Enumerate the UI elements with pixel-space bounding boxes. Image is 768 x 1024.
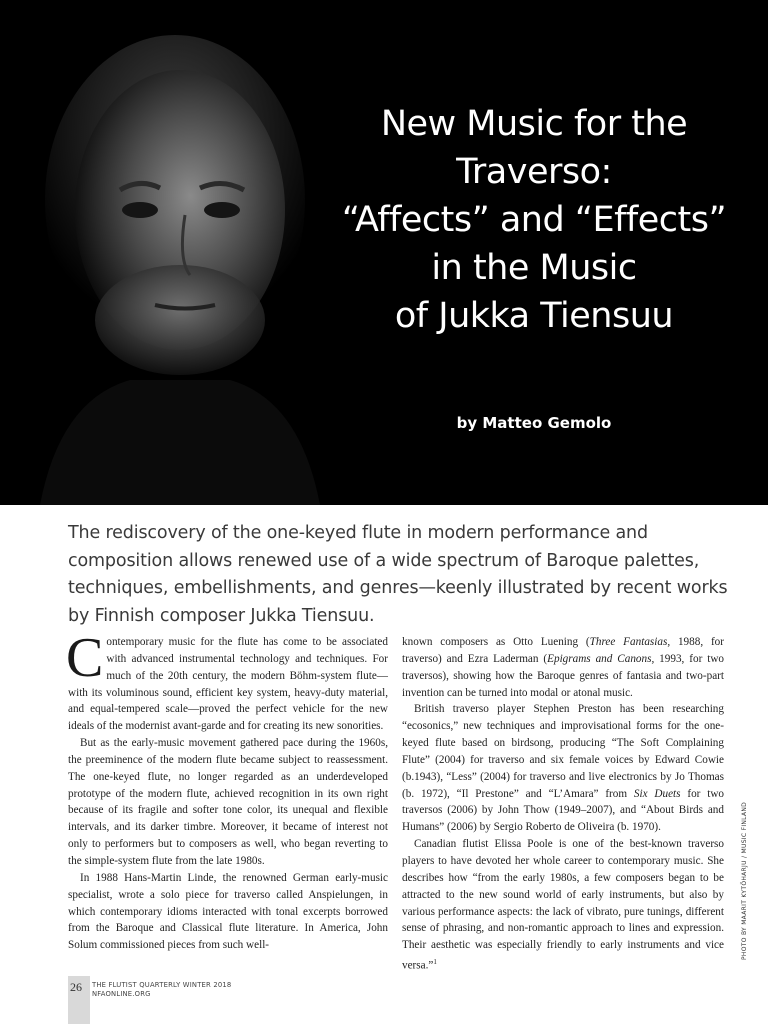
paragraph: [66, 627, 388, 735]
photo-credit: [741, 800, 751, 960]
page-footer: [92, 981, 231, 999]
paragraph: But as the early-music movement gathered pace during the 1960s, the preeminence of the modern flute became subject to reassessment. The one-keyed flute, no longer regarded as an underdeveloped prototype of the modern flute, achieved recognition in its own right because of its fragile and softer tone color, its unequal and flexible intervals, and its darker timbre. Moreover, it became of interest not only to performers but to composers as well, who began reverting to the simple-system flute from the late 1980s.: [68, 737, 388, 867]
work-title: Three Fantasias,: [589, 636, 671, 648]
photo-credit-text: PHOTO BY MAARIT KYTÖHARJU / MUSIC FINLAND: [741, 801, 748, 960]
text-run: known composers as Otto Luening (: [402, 636, 590, 648]
hero-banner: [0, 0, 768, 505]
paragraph-text: ontemporary music for the flute has come to be associated with advanced instrumental technology and techniques. For much of the 20th century, the modern Böhm-system flute—with its voluminous sound, efficient key system, heavy-duty material, and equal-tempered scale—proved the perfect vehicle for the new ideals of the modernist avant-garde and for creating its new sonorities.: [68, 636, 388, 733]
byline: by Matteo Gemolo: [456, 414, 612, 432]
website-link[interactable]: NFAONLINE.ORG: [92, 990, 151, 998]
title-line: New Music for the: [380, 104, 688, 144]
drop-cap: C: [66, 627, 104, 689]
footnote-marker: 1: [433, 958, 437, 967]
paragraph: [402, 634, 724, 701]
article-title: [300, 100, 768, 340]
left-column: [66, 627, 388, 954]
text-run: for two traversos (2006) by John Thow (1949–2007), and “About Birds and Humans” (2006) by Sergio Roberto de Oliveira (b. 1970).: [402, 787, 724, 834]
right-column: [402, 634, 724, 975]
text-run: 1993, for two traversos), showing how the Baroque genres of fantasia and two-part invention can be turned into modal or atonal music.: [402, 652, 724, 699]
title-line: Traverso:: [456, 152, 612, 192]
title-line: “Affects” and “Effects”: [341, 200, 727, 240]
paragraph: [402, 836, 724, 974]
article-deck: The rediscovery of the one-keyed flute in modern performance and composition allows renewed use of a wide spectrum of Baroque palettes, techniques, embellishments, and genres—keenly illustrated by recent works by Finnish composer Jukka Tiensuu.: [68, 523, 728, 626]
text-run: Canadian flutist Elissa Poole is one of the best-known traverso players to have devoted her whole career to contemporary music. She describes how “from the early 1980s, a few composers began to be attracted to the new sound world of early instruments, but also by various performance aspects: the lack of vibrato, pure tunings, different sense of phrasing, and non-romantic approach to lines and expression. Their aesthetic was especially friendly to early instruments and vice versa.”: [402, 838, 724, 972]
magazine-issue: THE FLUTIST QUARTERLY WINTER 2018: [92, 981, 232, 989]
paragraph: In 1988 Hans-Martin Linde, the renowned German early-music specialist, wrote a solo piece for traverso called Anspielungen, in which contemporary idioms interacted with tonal excerpts borrowed from the Baroque and Classical flute literature. In America, John Solum commissioned pieces from such well-: [68, 871, 388, 952]
page-number: 26: [70, 980, 82, 994]
paragraph: [402, 701, 724, 836]
composer-portrait: [0, 0, 330, 505]
text-run: British traverso player Stephen Preston has been researching “ecosonics,” new techniques and improvisational forms for the one-keyed flute based on birdsong, producing “The Soft Complaining Flute” (2004) for traverso and six female voices by Edward Cowie (b.1943), “Less” (2004) for traverso and live electronics by Jo Thomas (b. 1972), “Il Prestone” and “L’Amara” from: [402, 703, 724, 800]
work-title: Six Duets: [633, 787, 681, 800]
work-title: Epigrams and Canons,: [547, 652, 655, 665]
title-line: in the Music: [431, 248, 637, 288]
title-line: of Jukka Tiensuu: [394, 296, 674, 336]
text-run: 1988, for traverso) and Ezra Laderman (: [402, 636, 724, 665]
